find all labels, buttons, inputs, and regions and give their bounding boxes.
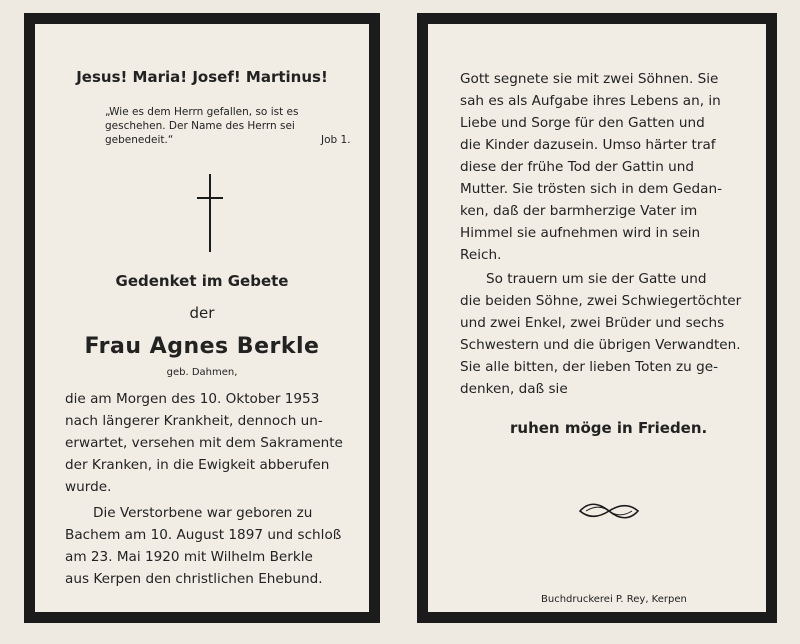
left-panel <box>35 24 369 612</box>
article-der: der <box>189 304 215 322</box>
left-panel-border <box>24 13 380 623</box>
pray-line: Gedenket im Gebete <box>115 272 289 290</box>
quote-source: Job 1. <box>321 134 351 146</box>
printer-credit: Buchdruckerei P. Rey, Kerpen <box>541 594 687 605</box>
right-panel <box>428 24 766 612</box>
deceased-name: Frau Agnes Berkle <box>84 334 320 359</box>
maiden-name: geb. Dahmen, <box>166 367 238 378</box>
mourners-paragraph: So trauern um sie der Gatte und die beiden Söhne, zwei Schwiegertöchter und zwei Enkel, zwei Brüder und sechs Schwestern und die übrigen Verwandten. Sie alle bitten, der lieben Toten zu ge- denken, daß sie <box>460 271 742 397</box>
bible-quote: „Wie es dem Herrn gefallen, so ist es geschehen. Der Name des Herrn sei gebenedeit.“ <box>105 106 299 146</box>
biography-paragraph: Die Verstorbene war geboren zu Bachem am 10. August 1897 und schloß am 23. Mai 1920 mit Wilhelm Berkle aus Kerpen den christlichen Ehebund. <box>65 505 342 587</box>
cross-icon <box>195 172 225 254</box>
right-panel-border <box>417 13 777 623</box>
ornament-icon <box>576 500 642 522</box>
header-invocation: Jesus! Maria! Josef! Martinus! <box>76 68 328 86</box>
closing-line: ruhen möge in Frieden. <box>510 419 708 437</box>
death-paragraph: die am Morgen des 10. Oktober 1953 nach längerer Krankheit, dennoch un- erwartet, versehen mit dem Sakramente der Kranken, in die Ewigkeit abberufen wurde. <box>65 391 343 495</box>
family-paragraph: Gott segnete sie mit zwei Söhnen. Sie sah es als Aufgabe ihres Lebens an, in Liebe und Sorge für den Gatten und die Kinder dazusein. Umso härter traf diese der frühe Tod der Gattin und Mutter. Sie trösten sich in dem Gedan- ken, daß der barmherzige Vater im Himmel sie aufnehmen wird in sein Reich. <box>460 71 723 263</box>
